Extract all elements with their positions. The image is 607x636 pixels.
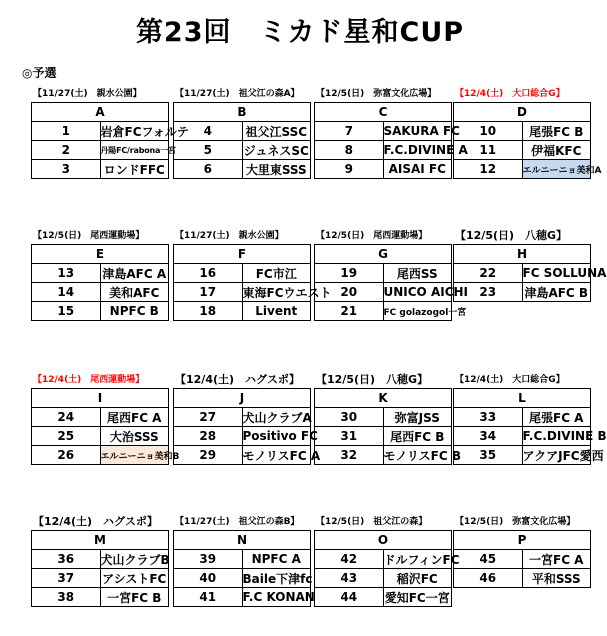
- team-number: 26: [32, 446, 101, 465]
- table-row: [32, 588, 169, 607]
- group-name: L: [454, 389, 591, 408]
- group-name: N: [174, 531, 311, 550]
- team-name: 愛知FC一宮: [383, 588, 452, 607]
- team-name: Positivo FC: [242, 427, 311, 446]
- team-name: 伊福KFC: [522, 141, 591, 160]
- team-number: 45: [454, 550, 523, 569]
- team-number: 6: [174, 160, 243, 179]
- group-table: [173, 102, 311, 179]
- table-row: [315, 160, 452, 179]
- table-row: [315, 550, 452, 569]
- table-row: [32, 446, 169, 465]
- team-name: AISAI FC: [383, 160, 452, 179]
- group-table: [173, 244, 332, 321]
- table-row: [315, 569, 452, 588]
- group-name: M: [32, 531, 169, 550]
- group-name: P: [454, 531, 591, 550]
- table-row: [174, 427, 311, 446]
- venue-label: 【11/27(土) 祖父江の森B】: [175, 517, 300, 527]
- team-number: 33: [454, 408, 523, 427]
- team-name: ロンドFFC: [100, 160, 169, 179]
- table-row: [32, 427, 169, 446]
- group-name: K: [315, 389, 452, 408]
- group-block-c: [314, 86, 468, 179]
- team-name: UNICO AICHI: [383, 283, 452, 302]
- table-row: [315, 141, 452, 160]
- team-number: 11: [454, 141, 523, 160]
- table-row: [454, 160, 591, 179]
- venue-label: 【11/27(土) 親水公園】: [175, 231, 284, 241]
- team-number: 14: [32, 283, 101, 302]
- team-name: ジュネスSC: [242, 141, 311, 160]
- team-name: 津島AFC A: [100, 264, 169, 283]
- venue-label: 【12/4(土) 尾西運動場】: [33, 375, 145, 385]
- team-number: 37: [32, 569, 101, 588]
- group-table: [31, 530, 169, 607]
- table-row: [454, 427, 591, 446]
- team-name: 平和SSS: [522, 569, 591, 588]
- table-row: [315, 588, 452, 607]
- team-number: 1: [32, 122, 101, 141]
- group-table: [31, 244, 169, 321]
- team-number: 22: [454, 264, 523, 283]
- table-row: [315, 446, 452, 465]
- team-name: FC golazogol一宮: [383, 302, 452, 321]
- team-name: 一宮FC B: [100, 588, 169, 607]
- group-name: J: [174, 389, 311, 408]
- team-name: エルニーニョ美和B: [100, 446, 169, 465]
- group-table: [314, 530, 460, 607]
- group-name: A: [32, 103, 169, 122]
- group-block-f: [173, 228, 332, 321]
- table-row: [454, 283, 591, 302]
- group-block-b: [173, 86, 311, 179]
- group-table: [453, 388, 607, 465]
- team-number: 41: [174, 588, 243, 607]
- team-number: 29: [174, 446, 243, 465]
- team-name: NPFC A: [242, 550, 311, 569]
- team-name: アシストFC: [100, 569, 169, 588]
- group-name: G: [315, 245, 452, 264]
- group-table: [453, 244, 607, 302]
- table-row: [32, 122, 169, 141]
- group-block-e: [31, 228, 169, 321]
- team-number: 23: [454, 283, 523, 302]
- team-name: 美和AFC: [100, 283, 169, 302]
- team-number: 15: [32, 302, 101, 321]
- team-number: 18: [174, 302, 243, 321]
- group-name: C: [315, 103, 452, 122]
- team-name: Baile下津fc: [242, 569, 311, 588]
- table-row: [174, 569, 311, 588]
- team-name: NPFC B: [100, 302, 169, 321]
- group-block-g: [314, 228, 469, 321]
- team-name: F.C KONAN: [242, 588, 311, 607]
- team-number: 27: [174, 408, 243, 427]
- group-block-p: [453, 514, 591, 588]
- team-number: 2: [32, 141, 101, 160]
- table-row: [32, 264, 169, 283]
- team-name: 丹陽FC/rabona一宮: [100, 141, 169, 160]
- table-row: [315, 427, 452, 446]
- team-name: 尾西SS: [383, 264, 452, 283]
- group-name: D: [454, 103, 591, 122]
- group-table: [314, 388, 461, 465]
- table-row: [174, 550, 311, 569]
- team-name: 津島AFC B: [522, 283, 591, 302]
- table-row: [174, 302, 311, 321]
- team-number: 13: [32, 264, 101, 283]
- table-row: [315, 408, 452, 427]
- table-row: [32, 302, 169, 321]
- team-number: 30: [315, 408, 384, 427]
- team-number: 9: [315, 160, 384, 179]
- venue-label: 【11/27(土) 祖父江の森A】: [175, 89, 300, 99]
- group-block-o: [314, 514, 460, 607]
- team-number: 20: [315, 283, 384, 302]
- table-row: [454, 446, 591, 465]
- team-number: 17: [174, 283, 243, 302]
- venue-label: 【12/5(日) 尾西運動場】: [316, 231, 428, 241]
- team-name: 弥富JSS: [383, 408, 452, 427]
- team-name: 一宮FC A: [522, 550, 591, 569]
- group-block-d: [453, 86, 602, 179]
- table-row: [32, 160, 169, 179]
- group-name: F: [174, 245, 311, 264]
- team-name: エルニーニョ美和A: [522, 160, 591, 179]
- venue-label: 【12/5(日) 弥富文化広場】: [316, 89, 437, 99]
- team-name: アクアJFC愛西: [522, 446, 591, 465]
- team-number: 42: [315, 550, 384, 569]
- table-row: [454, 122, 591, 141]
- table-row: [32, 141, 169, 160]
- team-name: 岩倉FCフォルテ: [100, 122, 169, 141]
- section-heading: ◎予選: [22, 66, 57, 80]
- group-table: [453, 102, 602, 179]
- table-row: [174, 122, 311, 141]
- team-number: 5: [174, 141, 243, 160]
- venue-label: 【12/5(日) 弥富文化広場】: [455, 517, 576, 527]
- team-name: 尾西FC B: [383, 427, 452, 446]
- group-name: H: [454, 245, 591, 264]
- team-number: 19: [315, 264, 384, 283]
- table-row: [315, 283, 452, 302]
- team-number: 43: [315, 569, 384, 588]
- group-block-k: [314, 372, 461, 465]
- team-name: F.C.DIVINE A: [383, 141, 452, 160]
- team-number: 12: [454, 160, 523, 179]
- table-row: [174, 283, 311, 302]
- venue-label: 【12/4(土) 大口総合G】: [455, 375, 565, 385]
- table-row: [174, 141, 311, 160]
- team-number: 34: [454, 427, 523, 446]
- team-name: Livent: [242, 302, 311, 321]
- group-table: [173, 530, 315, 607]
- venue-label: 【12/5(日) 祖父江の森】: [316, 517, 428, 527]
- team-name: 犬山クラブA: [242, 408, 311, 427]
- venue-label: 【12/4(土) 大口総合G】: [455, 89, 565, 99]
- group-block-i: [31, 372, 180, 465]
- group-table: [453, 530, 591, 588]
- group-table: [314, 244, 469, 321]
- team-name: FC市江: [242, 264, 311, 283]
- table-row: [174, 408, 311, 427]
- table-row: [454, 264, 591, 283]
- team-number: 40: [174, 569, 243, 588]
- team-name: 尾張FC A: [522, 408, 591, 427]
- team-number: 32: [315, 446, 384, 465]
- group-name: E: [32, 245, 169, 264]
- team-number: 28: [174, 427, 243, 446]
- team-name: 犬山クラブB: [100, 550, 169, 569]
- venue-label: 【12/4(土) ハグスポ】: [33, 515, 158, 528]
- venue-label: 【11/27(土) 親水公園】: [33, 89, 142, 99]
- team-name: FC SOLLUNA: [522, 264, 591, 283]
- team-name: 大里東SSS: [242, 160, 311, 179]
- team-name: 祖父江SSC: [242, 122, 311, 141]
- team-number: 39: [174, 550, 243, 569]
- team-number: 4: [174, 122, 243, 141]
- team-name: モノリスFC B: [383, 446, 452, 465]
- team-number: 25: [32, 427, 101, 446]
- team-number: 3: [32, 160, 101, 179]
- venue-label: 【12/5(日) 尾西運動場】: [33, 231, 145, 241]
- team-name: 大治SSS: [100, 427, 169, 446]
- team-number: 10: [454, 122, 523, 141]
- team-number: 24: [32, 408, 101, 427]
- page-title: 第23回 ミカド星和CUP: [135, 17, 465, 48]
- group-table: [173, 388, 321, 465]
- venue-label: 【12/4(土) ハグスポ】: [175, 373, 300, 386]
- table-row: [454, 550, 591, 569]
- group-block-a: [31, 86, 189, 179]
- table-row: [174, 446, 311, 465]
- group-block-m: [31, 514, 169, 607]
- table-row: [174, 588, 311, 607]
- team-number: 21: [315, 302, 384, 321]
- team-number: 35: [454, 446, 523, 465]
- table-row: [315, 264, 452, 283]
- team-name: 尾張FC B: [522, 122, 591, 141]
- group-name: I: [32, 389, 169, 408]
- team-name: 東海FCウエスト: [242, 283, 311, 302]
- team-number: 7: [315, 122, 384, 141]
- table-row: [454, 408, 591, 427]
- group-table: [31, 102, 189, 179]
- team-name: 稲沢FC: [383, 569, 452, 588]
- table-row: [454, 141, 591, 160]
- venue-label: 【12/5(日) 八穂G】: [455, 229, 568, 242]
- group-name: O: [315, 531, 452, 550]
- team-name: SAKURA FC: [383, 122, 452, 141]
- venue-label: 【12/5(日) 八穂G】: [316, 373, 429, 386]
- team-number: 46: [454, 569, 523, 588]
- table-row: [454, 569, 591, 588]
- team-number: 16: [174, 264, 243, 283]
- table-row: [32, 550, 169, 569]
- team-number: 8: [315, 141, 384, 160]
- table-row: [174, 264, 311, 283]
- team-name: F.C.DIVINE B: [522, 427, 591, 446]
- team-name: モノリスFC A: [242, 446, 311, 465]
- team-number: 36: [32, 550, 101, 569]
- group-block-n: [173, 514, 315, 607]
- table-row: [315, 122, 452, 141]
- team-number: 38: [32, 588, 101, 607]
- group-block-l: [453, 372, 607, 465]
- team-name: ドルフィンFC: [383, 550, 452, 569]
- team-name: 尾西FC A: [100, 408, 169, 427]
- group-block-j: [173, 372, 321, 465]
- group-name: B: [174, 103, 311, 122]
- group-block-h: [453, 228, 607, 302]
- table-row: [32, 408, 169, 427]
- table-row: [32, 569, 169, 588]
- group-table: [31, 388, 180, 465]
- team-number: 44: [315, 588, 384, 607]
- table-row: [32, 283, 169, 302]
- table-row: [315, 302, 452, 321]
- team-number: 31: [315, 427, 384, 446]
- group-table: [314, 102, 468, 179]
- table-row: [174, 160, 311, 179]
